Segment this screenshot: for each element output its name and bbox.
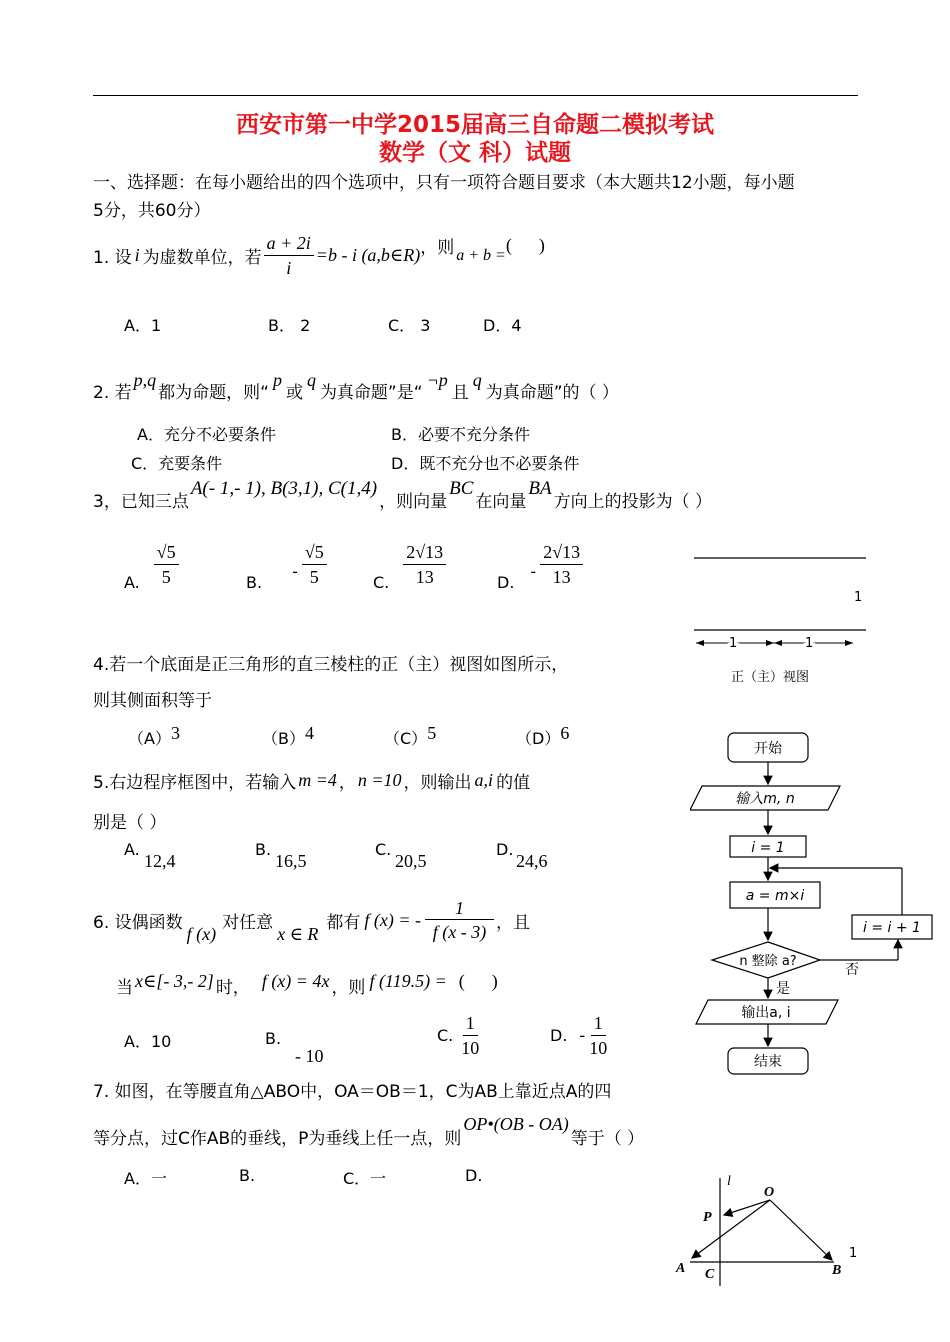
- q5-d-value: 24,6: [516, 851, 548, 871]
- q1-then: ，则: [420, 238, 455, 258]
- front-view-figure: [688, 545, 878, 695]
- q2-option-d: D．既不充分也不必要条件: [391, 454, 580, 473]
- q3-option-b-label: B.: [246, 573, 263, 592]
- question-6-cont: [116, 969, 498, 998]
- question-2: [93, 370, 619, 403]
- q1-option-c: C． 3: [388, 316, 431, 335]
- view-arrow-mid-right: [774, 640, 782, 646]
- q7-option-b: B.: [239, 1166, 256, 1185]
- flowchart-figure: [690, 728, 940, 1083]
- question-4: 4.若一个底面是正三角形的直三棱柱的正（主）视图如图所示，: [93, 655, 569, 675]
- q6-t1: 6. 设偶函数: [93, 912, 183, 933]
- view-arrow-right: [845, 640, 853, 646]
- q2-p: p: [272, 370, 282, 390]
- q3-t1: ，则向量: [379, 492, 448, 512]
- q3-vector-ba: BA: [528, 478, 552, 499]
- q3-b-num: √5: [302, 541, 327, 565]
- q2-pq: p,q: [133, 370, 157, 390]
- q3-option-b: [246, 537, 327, 592]
- q2-option-a: A．充分不必要条件: [137, 425, 276, 444]
- q2-t4: 且: [451, 383, 469, 403]
- q2-t2: 或: [285, 383, 303, 403]
- q5-m: m =4: [298, 770, 337, 790]
- q1-paren: ( ): [505, 235, 545, 255]
- q5-comma: ，: [338, 773, 356, 793]
- q5-c-label: C.: [375, 840, 392, 859]
- q1-mid: 为虚数单位，若: [142, 248, 262, 268]
- q3-option-b-sign: -: [292, 562, 298, 581]
- q3-c-num: 2√13: [403, 541, 446, 565]
- q4-option-c: [384, 723, 437, 749]
- q6-l2-t2: 时，: [215, 978, 250, 998]
- flow-no-label: 否: [845, 962, 859, 978]
- q6-b-label: B.: [265, 1029, 282, 1048]
- q4-a-value: 3: [170, 723, 180, 743]
- q2-option-b: B．必要不充分条件: [391, 425, 530, 444]
- q6-rule: f (x) = 4x: [261, 971, 330, 991]
- q5-ai: a,i: [474, 770, 494, 790]
- q6-fx: f (x): [186, 923, 217, 944]
- question-4-cont: 则其侧面积等于: [93, 691, 212, 711]
- q6-xr: x ∈ R: [277, 923, 319, 944]
- q3-option-c-label: C.: [373, 573, 390, 592]
- q5-a-label: A.: [124, 840, 140, 859]
- q4-b-label: （B）: [262, 729, 305, 748]
- q6-fraction: [425, 897, 494, 943]
- q6-t2: 对任意: [222, 912, 274, 933]
- question-6: [93, 897, 530, 943]
- q6-option-b: [265, 1029, 324, 1069]
- label-a: A: [676, 1261, 686, 1276]
- view-caption: 正（主）视图: [731, 670, 810, 685]
- flow-assign-text: a = m×i: [745, 888, 805, 904]
- q4-option-d: [516, 723, 570, 749]
- q1-option-b: B． 2: [268, 316, 311, 335]
- q5-option-a: [124, 840, 176, 880]
- q6-option-d: [550, 1012, 607, 1059]
- section-instructions: 一、选择题：在每小题给出的四个选项中，只有一项符合题目要求（本大题共12小题，每小题: [93, 173, 795, 193]
- view-height-label: 1: [854, 590, 863, 605]
- page-title: 西安市第一中学2015届高三自命题二模拟考试: [235, 112, 714, 138]
- page-number: 1: [849, 1246, 858, 1261]
- flow-start-text: 开始: [754, 741, 782, 757]
- q6-d-frac: [589, 1012, 607, 1059]
- q6-c-frac: [461, 1012, 479, 1059]
- q4-c-value: 5: [427, 723, 437, 743]
- q7-l2-t1: 等分点，过C作AB的垂线，P为垂线上任一点，则: [93, 1129, 462, 1149]
- q3-option-d: [497, 537, 583, 592]
- question-7: 7. 如图，在等腰直角△ABO中，OA＝OB＝1，C为AB上靠近点A的四: [93, 1082, 612, 1102]
- q5-option-c: [375, 840, 427, 880]
- q5-t3: 的值: [496, 773, 531, 793]
- q7-option-d: D.: [465, 1166, 483, 1185]
- question-5: [93, 768, 530, 793]
- q4-b-value: 4: [304, 723, 314, 743]
- q2-prefix: 2. 若: [93, 383, 132, 403]
- question-1: [93, 232, 545, 279]
- q5-c-value: 20,5: [395, 851, 427, 871]
- q3-d-num: 2√13: [540, 541, 583, 565]
- q6-c-label: C.: [437, 1026, 454, 1045]
- q2-t1: 都为命题，则“: [158, 383, 269, 403]
- q2-q: q: [306, 370, 316, 390]
- q1-var-i: i: [134, 245, 140, 265]
- q6-b-value: - 10: [295, 1046, 324, 1066]
- q3-option-d-sign: -: [530, 562, 537, 581]
- vector-oa: [692, 1200, 770, 1258]
- flow-decision-text: n 整除 a?: [739, 954, 797, 969]
- label-p: P: [703, 1210, 712, 1225]
- vector-op: [724, 1200, 770, 1215]
- flow-increment-text: i = i + 1: [863, 920, 921, 936]
- q1-frac-den: i: [286, 258, 292, 278]
- q3-option-d-label: D.: [497, 573, 515, 592]
- flow-end-text: 结束: [754, 1054, 782, 1070]
- q4-d-label: （D）: [516, 729, 561, 748]
- triangle-figure: [672, 1168, 852, 1288]
- q1-rhs: =b - i (a,b∈R): [315, 245, 421, 265]
- q3-t2: 在向量: [475, 492, 527, 512]
- q3-option-a-frac: [154, 541, 179, 588]
- q5-b-value: 16,5: [275, 851, 307, 871]
- q6-interval: x∈[- 3,- 2]: [135, 971, 214, 991]
- q1-prefix: 1. 设: [93, 248, 132, 268]
- q4-option-a: [128, 723, 180, 749]
- q4-option-b: [262, 723, 314, 749]
- q3-option-a: [124, 537, 179, 592]
- q3-option-c: [373, 537, 446, 592]
- q1-frac-num: a + 2i: [264, 232, 314, 256]
- q5-a-value: 12,4: [144, 851, 176, 871]
- q5-t1: 5.右边程序框图中，若输入: [93, 773, 297, 793]
- q3-option-d-frac: [540, 541, 583, 588]
- q6-frac-num: 1: [425, 897, 494, 920]
- q6-frac-den: f (x - 3): [432, 922, 487, 942]
- q5-t2: ，则输出: [403, 773, 472, 793]
- q6-c-den: 10: [461, 1038, 480, 1058]
- q3-c-den: 13: [415, 567, 434, 587]
- q4-d-value: 6: [560, 723, 570, 743]
- q3-prefix: 3，已知三点: [93, 492, 189, 512]
- page-subtitle: 数学（文 科）试题: [378, 140, 571, 166]
- q2-notp: ¬p: [426, 370, 448, 390]
- q6-t3: 都有: [326, 912, 361, 933]
- q6-d-label: D.: [550, 1026, 568, 1045]
- label-c: C: [705, 1267, 715, 1282]
- q3-option-c-frac: [403, 541, 446, 588]
- section-instructions-cont: 5分，共60分）: [93, 201, 211, 221]
- q1-option-d: D．4: [483, 316, 522, 335]
- q1-ask: a + b =: [456, 246, 506, 264]
- question-7-cont: [93, 1114, 644, 1149]
- label-b: B: [832, 1263, 842, 1278]
- q1-option-a: A．1: [124, 316, 162, 335]
- q6-c-num: 1: [463, 1012, 478, 1036]
- view-arrow-mid-left: [766, 640, 774, 646]
- flow-input-text: 输入m, n: [735, 791, 795, 807]
- q7-option-c: C．一: [343, 1169, 387, 1188]
- q7-option-a: A．一: [124, 1169, 167, 1188]
- q6-l2-t3: ，则: [331, 978, 366, 998]
- q1-fraction: [264, 232, 314, 279]
- q3-d-den: 13: [552, 567, 571, 587]
- flow-init-text: i = 1: [751, 840, 785, 856]
- q5-n: n =10: [357, 770, 402, 790]
- q3-vector-bc: BC: [449, 478, 474, 499]
- q4-a-label: （A）: [128, 729, 171, 748]
- q5-option-d: [496, 840, 548, 880]
- q5-d-label: D.: [496, 840, 514, 859]
- flow-output-text: 输出a, i: [741, 1005, 791, 1021]
- q5-option-b: [255, 840, 307, 880]
- q3-option-b-frac: [302, 541, 327, 588]
- q5-b-label: B.: [255, 840, 272, 859]
- q3-points: A(- 1,- 1), B(3,1), C(1,4): [190, 478, 378, 499]
- q3-b-den: 5: [309, 567, 319, 587]
- q6-t4: ，且: [496, 912, 531, 933]
- label-o: O: [764, 1185, 775, 1200]
- label-l: l: [727, 1174, 731, 1189]
- q2-t3: 为真命题”是“: [319, 383, 423, 403]
- q2-q2: q: [472, 370, 482, 390]
- q3-option-a-label: A.: [124, 573, 140, 592]
- question-5-cont: 别是（ ）: [93, 813, 167, 833]
- q7-l2-t2: 等于（ ）: [570, 1129, 645, 1149]
- q6-option-a: A．10: [124, 1032, 172, 1051]
- q6-l2-t1: 当: [116, 978, 133, 998]
- question-3: [93, 478, 712, 512]
- q6-d-sign: -: [579, 1026, 586, 1045]
- vector-ob: [770, 1200, 832, 1260]
- q3-t3: 方向上的投影为（ ）: [553, 492, 712, 512]
- q6-d-num: 1: [591, 1012, 606, 1036]
- q2-t5: 为真命题”的（ ）: [485, 383, 619, 403]
- flow-yes-label: 是: [776, 981, 790, 997]
- view-width-left: 1: [729, 636, 738, 651]
- q7-expr: OP•(OB - OA): [463, 1114, 569, 1134]
- q6-paren: ( ): [458, 971, 498, 991]
- q6-d-den: 10: [589, 1038, 608, 1058]
- q4-c-label: （C）: [384, 729, 428, 748]
- q3-a-num: √5: [154, 541, 179, 565]
- q6-option-c: [437, 1012, 479, 1059]
- q3-a-den: 5: [161, 567, 171, 587]
- view-arrow-left: [696, 640, 704, 646]
- q6-eq-lhs: f (x) = -: [364, 909, 422, 930]
- view-width-right: 1: [805, 636, 814, 651]
- q2-option-c: C．充要条件: [131, 454, 223, 473]
- header-rule: [93, 95, 858, 96]
- q6-ask: f (119.5) =: [369, 971, 447, 991]
